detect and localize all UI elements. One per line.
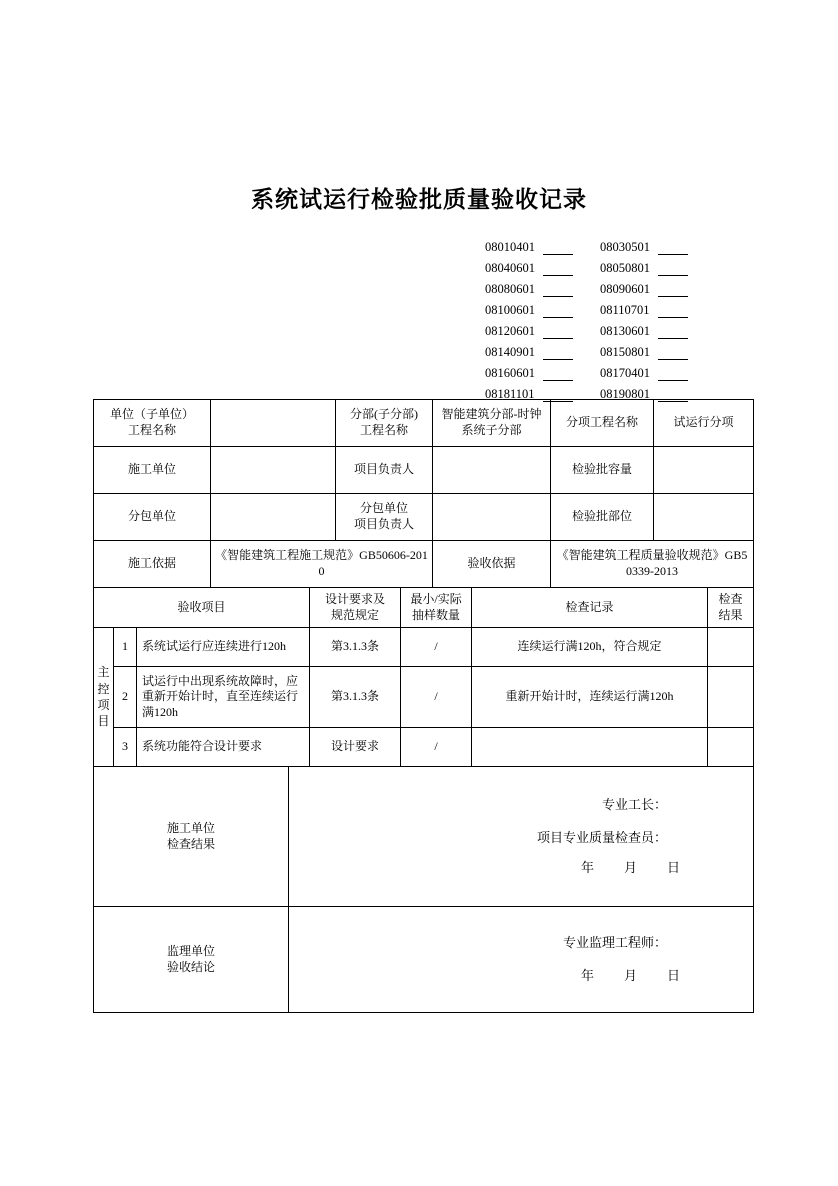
- blank-line: [543, 367, 573, 381]
- date-line: 年 月 日: [580, 860, 680, 876]
- col-header-inspection-record: 检查记录: [472, 588, 708, 628]
- document-title: 系统试运行检验批质量验收记录: [251, 187, 587, 212]
- item-project-name-value: 试运行分项: [654, 400, 754, 447]
- code-row: [485, 360, 715, 381]
- subcontractor-pm-value: [433, 494, 551, 541]
- code-row: [485, 339, 715, 360]
- acceptance-basis-label: 验收依据: [433, 541, 551, 588]
- group-label-main-control-items: 主控项目: [94, 628, 114, 767]
- blank-line: [658, 304, 688, 318]
- col-header-design-requirement: 设计要求及 规范规定: [310, 588, 401, 628]
- professional-foreman-label: 专业工长：: [601, 797, 667, 813]
- unit-project-name-label: 单位（子单位） 工程名称: [94, 400, 211, 447]
- acceptance-record-form: [93, 399, 753, 1013]
- col-header-inspection-result: 检查 结果: [708, 588, 754, 628]
- col-header-acceptance-item: 验收项目: [94, 588, 310, 628]
- blank-line: [658, 346, 688, 360]
- item-project-name-label: 分项工程名称: [551, 400, 654, 447]
- code-value: 08160601: [485, 366, 535, 380]
- project-manager-label: 项目负责人: [336, 447, 433, 494]
- blank-line: [658, 325, 688, 339]
- project-manager-value: [433, 447, 551, 494]
- code-value: 08170401: [600, 366, 650, 380]
- item-record: [472, 728, 708, 767]
- subcontractor-label: 分包单位: [94, 494, 211, 541]
- unit-project-name-value: [211, 400, 336, 447]
- construction-basis-value: 《智能建筑工程施工规范》GB50606-2010: [211, 541, 433, 588]
- code-row: [485, 318, 715, 339]
- code-value: 08130601: [600, 324, 650, 338]
- code-value: 08120601: [485, 324, 535, 338]
- batch-location-label: 检验批部位: [551, 494, 654, 541]
- item-sampling: /: [401, 628, 472, 667]
- col-header-sampling-quantity: 最小/实际 抽样数量: [401, 588, 472, 628]
- item-sampling: /: [401, 728, 472, 767]
- construction-basis-label: 施工依据: [94, 541, 211, 588]
- item-requirement: 第3.1.3条: [310, 628, 401, 667]
- item-number: 3: [114, 728, 137, 767]
- acceptance-basis-value: 《智能建筑工程质量验收规范》GB50339-2013: [551, 541, 754, 588]
- blank-line: [543, 325, 573, 339]
- supervising-engineer-label: 专业监理工程师：: [562, 935, 667, 951]
- item-number: 2: [114, 667, 137, 728]
- code-list: [485, 234, 715, 402]
- supervision-unit-conclusion-label: 监理单位 验收结论: [94, 907, 289, 1013]
- subcontractor-pm-label: 分包单位 项目负责人: [336, 494, 433, 541]
- code-value: 08110701: [600, 303, 650, 317]
- construction-unit-label: 施工单位: [94, 447, 211, 494]
- code-value: 08140901: [485, 345, 535, 359]
- subdivision-name-value: 智能建筑分部-时钟系统子分部: [433, 400, 551, 447]
- item-description: 试运行中出现系统故障时，应重新开始计时，直至连续运行满120h: [137, 667, 310, 728]
- blank-line: [543, 304, 573, 318]
- subdivision-name-label: 分部(子分部) 工程名称: [336, 400, 433, 447]
- code-value: 08181101: [485, 387, 535, 401]
- blank-line: [658, 367, 688, 381]
- item-requirement: 第3.1.3条: [310, 667, 401, 728]
- code-row: [485, 234, 715, 255]
- item-description: 系统功能符合设计要求: [137, 728, 310, 767]
- date-line: 年 月 日: [580, 968, 680, 983]
- construction-unit-signature-area: [289, 767, 754, 907]
- code-value: 08010401: [485, 240, 535, 254]
- supervision-unit-signature-area: [289, 907, 754, 1013]
- blank-line: [543, 283, 573, 297]
- code-value: 08080601: [485, 282, 535, 296]
- item-description: 系统试运行应连续进行120h: [137, 628, 310, 667]
- item-result: [708, 667, 754, 728]
- item-result: [708, 728, 754, 767]
- blank-line: [658, 262, 688, 276]
- item-result: [708, 628, 754, 667]
- code-row: [485, 276, 715, 297]
- item-sampling: /: [401, 667, 472, 728]
- inspection-items-table: [93, 587, 754, 767]
- item-requirement: 设计要求: [310, 728, 401, 767]
- code-value: 08150801: [600, 345, 650, 359]
- construction-unit-value: [211, 447, 336, 494]
- code-value: 08090601: [600, 282, 650, 296]
- signoff-table: [93, 766, 754, 1013]
- code-value: 08030501: [600, 240, 650, 254]
- blank-line: [658, 283, 688, 297]
- batch-capacity-value: [654, 447, 754, 494]
- project-info-table: [93, 399, 754, 588]
- code-value: 08100601: [485, 303, 535, 317]
- blank-line: [543, 262, 573, 276]
- batch-capacity-label: 检验批容量: [551, 447, 654, 494]
- blank-line: [543, 346, 573, 360]
- item-record: 重新开始计时，连续运行满120h: [472, 667, 708, 728]
- subcontractor-value: [211, 494, 336, 541]
- code-value: 08040601: [485, 261, 535, 275]
- batch-location-value: [654, 494, 754, 541]
- quality-inspector-label: 项目专业质量检查员：: [536, 829, 667, 845]
- item-record: 连续运行满120h，符合规定: [472, 628, 708, 667]
- blank-line: [658, 241, 688, 255]
- code-value: 08190801: [600, 387, 650, 401]
- construction-unit-result-label: 施工单位 检查结果: [94, 767, 289, 907]
- code-row: [485, 297, 715, 318]
- item-number: 1: [114, 628, 137, 667]
- code-value: 08050801: [600, 261, 650, 275]
- blank-line: [543, 241, 573, 255]
- code-row: [485, 255, 715, 276]
